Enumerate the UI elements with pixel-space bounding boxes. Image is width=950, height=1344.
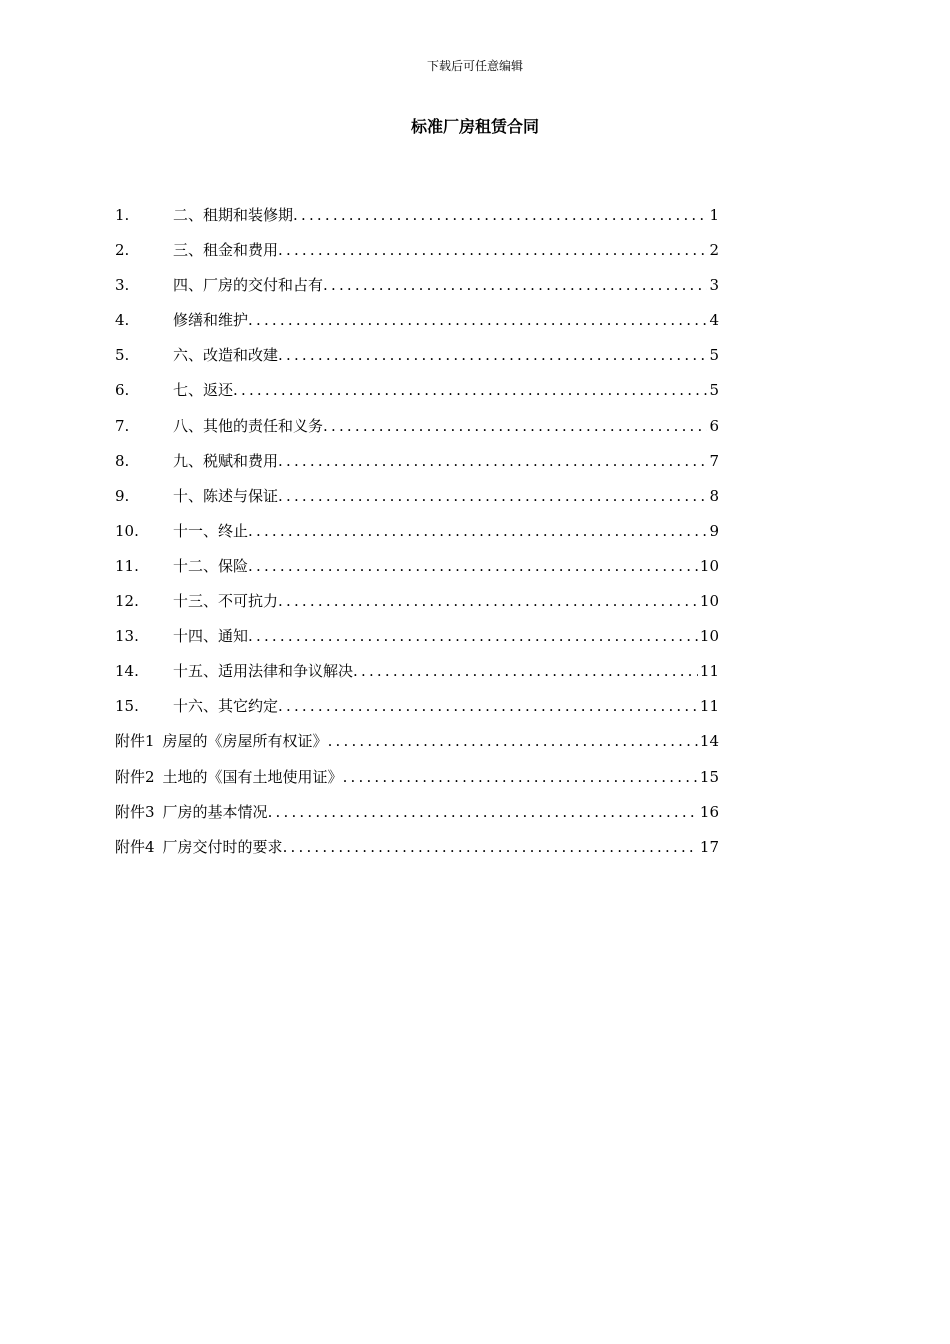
toc-entry-title: 十、陈述与保证 bbox=[173, 486, 279, 505]
toc-entry[interactable] bbox=[115, 623, 719, 658]
toc-entry-page-number: 14 bbox=[699, 732, 719, 751]
toc-entry-title: 三、租金和费用 bbox=[173, 241, 279, 260]
toc-entry-number: 9. bbox=[115, 486, 130, 505]
toc-entry-page-number: 8 bbox=[709, 486, 719, 505]
toc-dot-leader bbox=[268, 799, 698, 825]
toc-entry[interactable] bbox=[115, 202, 719, 237]
toc-dot-leader bbox=[278, 342, 707, 368]
toc-entry-number: 4. bbox=[115, 311, 130, 330]
toc-entry-number: 7. bbox=[115, 416, 130, 435]
toc-dot-leader bbox=[278, 588, 698, 614]
toc-dot-leader bbox=[278, 693, 698, 719]
toc-entry-title: 房屋的《房屋所有权证》 bbox=[162, 732, 328, 751]
toc-entry-page-number: 7 bbox=[709, 451, 719, 470]
toc-dot-leader bbox=[323, 413, 707, 439]
toc-entry[interactable] bbox=[115, 377, 719, 412]
toc-entry-number: 附件2 bbox=[115, 767, 155, 786]
document-title: 标准厂房租赁合同 bbox=[410, 117, 539, 136]
toc-entry[interactable] bbox=[115, 799, 719, 834]
toc-entry-title: 厂房交付时的要求 bbox=[162, 837, 283, 856]
toc-entry-number: 10. bbox=[115, 521, 139, 540]
toc-entry-number: 1. bbox=[115, 206, 130, 224]
toc-entry[interactable] bbox=[115, 834, 719, 869]
toc-dot-leader bbox=[248, 553, 698, 579]
toc-entry-title: 十六、其它约定 bbox=[173, 697, 279, 716]
toc-dot-leader bbox=[343, 764, 698, 790]
toc-entry[interactable] bbox=[115, 413, 719, 448]
toc-dot-leader bbox=[278, 448, 707, 474]
toc-dot-leader bbox=[293, 202, 707, 228]
toc-dot-leader bbox=[248, 307, 707, 333]
toc-entry-title: 四、厂房的交付和占有 bbox=[173, 276, 324, 295]
toc-entry[interactable] bbox=[115, 693, 719, 728]
toc-entry-page-number: 15 bbox=[699, 767, 719, 786]
toc-entry-title: 土地的《国有土地使用证》 bbox=[162, 767, 343, 786]
toc-entry-page-number: 10 bbox=[699, 592, 719, 611]
toc-entry[interactable] bbox=[115, 483, 719, 518]
toc-entry-number: 6. bbox=[115, 381, 130, 400]
toc-entry[interactable] bbox=[115, 272, 719, 307]
toc-dot-leader bbox=[323, 272, 707, 298]
toc-entry[interactable] bbox=[115, 307, 719, 342]
toc-entry-number: 附件1 bbox=[115, 732, 155, 751]
toc-entry-page-number: 5 bbox=[709, 381, 719, 400]
toc-entry-number: 附件4 bbox=[115, 837, 155, 856]
table-of-contents bbox=[115, 202, 719, 869]
toc-entry-number: 附件3 bbox=[115, 802, 155, 821]
toc-entry-number: 2. bbox=[115, 241, 130, 260]
toc-entry-number: 8. bbox=[115, 451, 130, 470]
toc-entry-number: 14. bbox=[115, 662, 139, 681]
toc-entry[interactable] bbox=[115, 728, 719, 763]
toc-entry-page-number: 6 bbox=[709, 416, 719, 435]
toc-entry[interactable] bbox=[115, 237, 719, 272]
toc-entry-title: 十三、不可抗力 bbox=[173, 592, 279, 611]
toc-entry-number: 13. bbox=[115, 627, 139, 646]
toc-dot-leader bbox=[283, 834, 698, 860]
toc-entry-page-number: 5 bbox=[709, 346, 719, 365]
toc-dot-leader bbox=[248, 623, 698, 649]
toc-entry[interactable] bbox=[115, 764, 719, 799]
toc-dot-leader bbox=[278, 237, 707, 263]
toc-entry-title: 八、其他的责任和义务 bbox=[173, 416, 324, 435]
toc-entry-page-number: 11 bbox=[699, 697, 719, 716]
toc-entry-number: 5. bbox=[115, 346, 130, 365]
toc-entry-title: 六、改造和改建 bbox=[173, 346, 279, 365]
toc-entry-page-number: 11 bbox=[699, 662, 719, 681]
toc-entry-number: 11. bbox=[115, 556, 139, 575]
toc-entry-title: 七、返还 bbox=[173, 381, 234, 400]
toc-entry-page-number: 9 bbox=[709, 521, 719, 540]
toc-dot-leader bbox=[248, 518, 707, 544]
toc-entry-title: 修缮和维护 bbox=[173, 311, 249, 330]
toc-entry-title: 九、税赋和费用 bbox=[173, 451, 279, 470]
toc-entry-number: 15. bbox=[115, 697, 139, 716]
toc-entry-title: 十五、适用法律和争议解决 bbox=[173, 662, 354, 681]
toc-dot-leader bbox=[353, 658, 698, 684]
toc-entry-page-number: 2 bbox=[709, 241, 719, 260]
toc-entry-title: 厂房的基本情况 bbox=[162, 802, 268, 821]
page-header-note: 下载后可任意编辑 bbox=[426, 59, 523, 73]
toc-entry-title: 十四、通知 bbox=[173, 627, 249, 646]
toc-entry[interactable] bbox=[115, 553, 719, 588]
toc-entry-page-number: 17 bbox=[699, 837, 719, 856]
toc-entry-number: 3. bbox=[115, 276, 130, 295]
toc-entry-number: 12. bbox=[115, 592, 139, 611]
toc-entry-page-number: 10 bbox=[699, 556, 719, 575]
toc-entry-page-number: 3 bbox=[709, 276, 719, 295]
toc-entry-page-number: 1 bbox=[709, 206, 719, 224]
toc-entry[interactable] bbox=[115, 588, 719, 623]
toc-entry[interactable] bbox=[115, 518, 719, 553]
toc-entry-page-number: 10 bbox=[699, 627, 719, 646]
toc-entry-title: 十二、保险 bbox=[173, 556, 249, 575]
toc-dot-leader bbox=[233, 377, 707, 403]
toc-dot-leader bbox=[328, 728, 698, 754]
toc-entry-page-number: 4 bbox=[709, 311, 719, 330]
toc-entry-title: 二、租期和装修期 bbox=[173, 206, 294, 224]
toc-dot-leader bbox=[278, 483, 707, 509]
toc-entry-title: 十一、终止 bbox=[173, 521, 249, 540]
toc-entry[interactable] bbox=[115, 342, 719, 377]
toc-entry[interactable] bbox=[115, 658, 719, 693]
toc-entry[interactable] bbox=[115, 448, 719, 483]
toc-entry-page-number: 16 bbox=[699, 802, 719, 821]
